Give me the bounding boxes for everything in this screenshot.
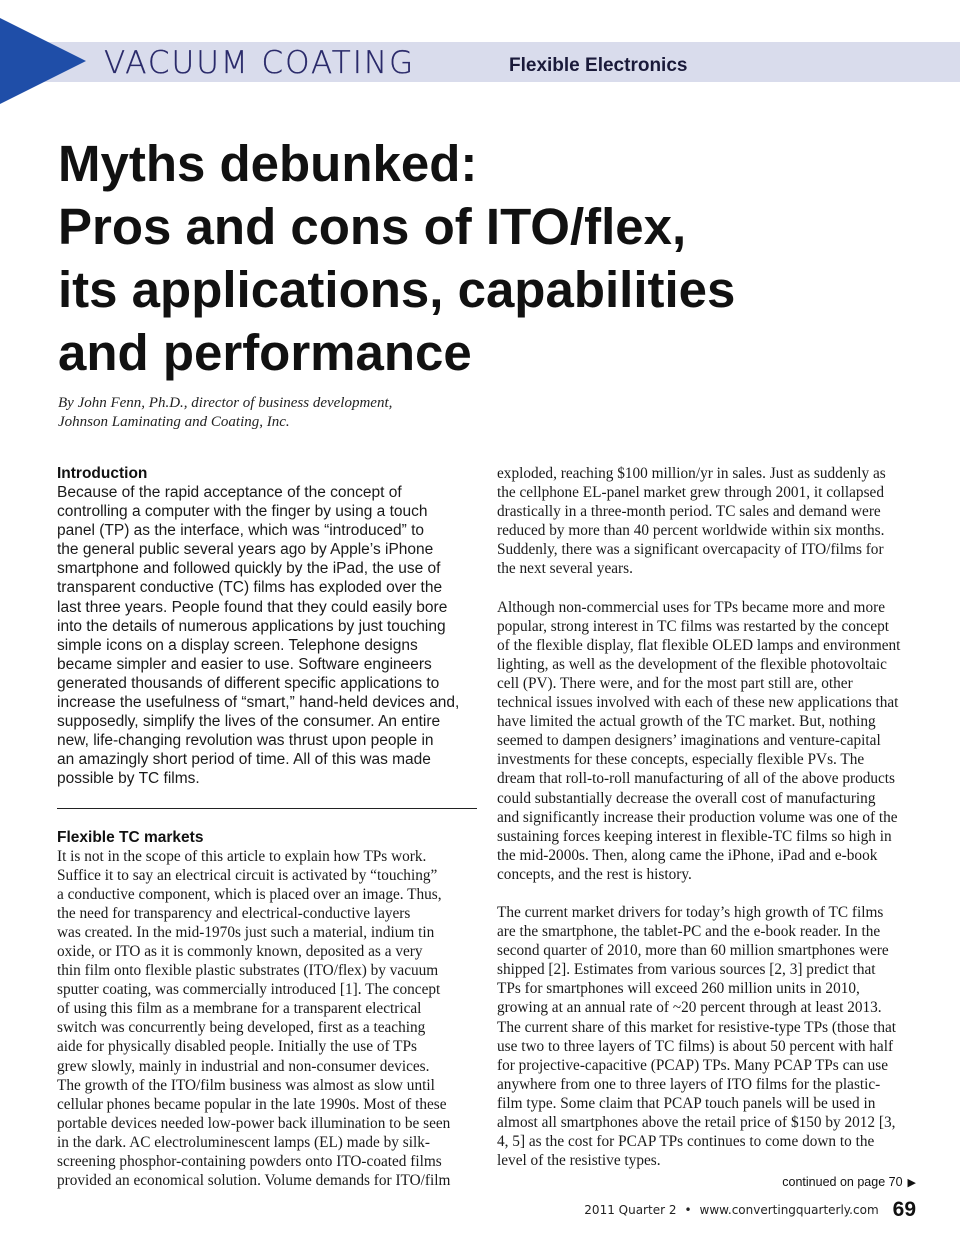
text-line: the mid-2000s. Then, along came the iPhone, iPad and e-book [497,846,878,864]
body-paragraph [497,903,922,1170]
text-line: transparent conductive (TC) films has exploded over the [57,579,443,597]
text-line: generated thousands of different specific applications to [57,674,440,692]
text-line: controlling a computer with the finger by using a touch [57,503,428,521]
text-line: technical issues involved with each of these new applications that [497,694,899,712]
text-line: TPs for smartphones will exceed 260 million units in 2010, [497,980,860,998]
text-line: oxide, or ITO as it is commonly known, deposited as a very [57,942,423,960]
text-line: possible by TC films. [57,770,200,788]
text-line: in the dark. AC electroluminescent lamps (EL) made by silk- [57,1133,430,1151]
text-line: thin film onto flexible plastic substrates (ITO/flex) by vacuum [57,962,439,980]
text-line: lighting, as well as the development of the flexible photovoltaic [497,655,887,673]
text-line: became simpler and easier to use. Software engineers [57,655,432,673]
text-line: drastically in a three-month period. TC sales and demand were [497,503,881,521]
text-line: a conductive component, which is placed over an image. Thus, [57,885,442,903]
text-line: The growth of the ITO/film business was almost as slow until [57,1076,435,1094]
text-line: switch was concurrently being developed, first as a teaching [57,1019,426,1037]
section-divider [57,808,477,809]
byline-line: By John Fenn, Ph.D., director of business development, [58,395,393,411]
text-line: simple icons on a display screen. Telephone designs [57,636,418,654]
page-footer [584,1196,916,1224]
left-column [57,464,477,1190]
text-line: sustaining forces keeping interest in flexible-TC films so high in [497,827,892,845]
text-line: the need for transparency and electrical-conductive layers [57,904,411,922]
text-line: was created. In the mid-1970s just such a material, indium tin [57,923,435,941]
text-line: The current share of this market for resistive-type TPs (those that [497,1018,897,1036]
header-triangle-icon [0,18,86,104]
text-line: reduced by more than 40 percent worldwide within six months. [497,522,885,540]
body-paragraph [497,598,922,884]
text-line: sputter coating, was commercially introduced [1]. The concept [57,981,441,999]
text-line: of the flexible display, flat flexible OLED lamps and environment [497,636,901,654]
text-line: dream that roll-to-roll manufacturing of all of the above products [497,770,896,788]
intro-paragraph [57,483,477,789]
text-line: investments for these concepts, especially flexible PVs. The [497,751,865,769]
text-line: Suddenly, there was a significant overcapacity of ITO/films for [497,541,884,559]
text-line: last three years. People found that they could easily bore [57,598,448,616]
body-paragraph [497,464,922,579]
text-line: screening phosphor-containing powders onto ITO-coated films [57,1153,442,1170]
text-line: of using this film as a membrane for a transparent electrical [57,1000,422,1018]
text-line: growing at an annual rate of ~20 percent through at least 2013. [497,999,882,1017]
text-line: the general public several years ago by Apple’s iPhone [57,541,434,559]
text-line: second quarter of 2010, more than 60 million smartphones were [497,942,889,960]
text-line: panel (TP) as the interface, which was “introduced” to [57,522,425,540]
section-label: VACUUM COATING [104,45,416,81]
text-line: new, life-changing revolution was thrust upon people in [57,732,434,750]
play-arrow-icon: ▶ [907,1177,916,1189]
issue-label: 2011 Quarter 2 [584,1203,677,1217]
text-line: Although non-commercial uses for TPs became more and more [497,598,885,616]
text-line: are the smartphone, the tablet-PC and the e-book reader. In the [497,923,881,941]
text-line: popular, strong interest in TC films was restarted by the concept [497,617,890,635]
continued-label[interactable]: continued on page 70 [782,1175,903,1189]
text-line: grew slowly, mainly in industrial and non-consumer devices. [57,1057,430,1075]
text-line: concepts, and the rest is history. [497,865,692,883]
page-number: 69 [892,1198,916,1221]
text-line: for projective-capacitive (PCAP) TPs. Many PCAP TPs can use [497,1056,889,1074]
title-line: Myths debunked: [58,135,478,192]
text-line: increase the usefulness of “smart,” hand-held devices and, [57,694,460,712]
markets-paragraph [57,847,477,1191]
byline-line: Johnson Laminating and Coating, Inc. [58,414,290,430]
title-line: Pros and cons of ITO/flex, [58,198,687,255]
bullet-separator: • [684,1203,692,1217]
text-line: have limited the actual growth of the TC market. But, nothing [497,713,876,731]
text-line: exploded, reaching $100 million/yr in sales. Just as suddenly as [497,465,886,482]
text-line: use two to three layers of TC films) is about 50 percent with half [497,1037,894,1055]
text-line: smartphone and followed quickly by the iPad, the use of [57,560,441,578]
text-line: The current market drivers for today’s high growth of TC films [497,903,884,921]
text-line: Suffice it to say an electrical circuit is activated by “touching” [57,866,438,884]
text-line: almost all smartphones above the retail price of $150 by 2012 [3, [497,1114,896,1131]
text-line: seemed to dampen designers’ imaginations and venture-capital [497,732,881,750]
text-line: film type. Some claim that PCAP touch panels will be used in [497,1094,876,1112]
byline [58,394,558,432]
text-line: shipped [2]. Estimates from various sources [2, 3] predict that [497,961,876,979]
text-line: cellular phones became popular in the late 1990s. Most of these [57,1095,447,1113]
intro-heading: Introduction [57,465,148,482]
continued-link[interactable] [782,1175,916,1189]
text-line: could substantially decrease the overall cost of manufacturing [497,789,876,807]
text-line: level of the resistive types. [497,1152,661,1170]
text-line: portable devices needed low-power back illumination to be seen [57,1114,451,1132]
article-title [58,132,918,384]
markets-heading: Flexible TC markets [57,828,204,846]
text-line: the next several years. [497,560,633,578]
text-line: Because of the rapid acceptance of the concept of [57,484,402,501]
text-line: anywhere from one to three layers of ITO films for the plastic- [497,1075,881,1093]
text-line: an amazingly short period of time. All of this was made [57,751,431,769]
title-line: its applications, capabilities [58,261,736,318]
text-line: into the details of numerous applications by just touching [57,617,446,635]
text-line: aide for physically disabled people. Initially the use of TPs [57,1038,417,1056]
text-line: 4, 5] as the cost for PCAP TPs continues to come down to the [497,1133,875,1151]
text-line: the cellphone EL-panel market grew through 2001, it collapsed [497,484,884,502]
right-column [497,464,922,1170]
section-subtitle: Flexible Electronics [509,55,688,76]
text-line: It is not in the scope of this article to explain how TPs work. [57,847,427,865]
text-line: supposedly, simplify the lives of the consumer. An entire [57,713,441,731]
text-line: provided an economical solution. Volume demands for ITO/film [57,1172,451,1190]
text-line: cell (PV). There were, and for the most part still are, other [497,674,853,692]
title-line: and performance [58,324,472,381]
website-link[interactable]: www.convertingquarterly.com [699,1203,879,1217]
text-line: and significantly increase their production volume was one of the [497,808,898,826]
